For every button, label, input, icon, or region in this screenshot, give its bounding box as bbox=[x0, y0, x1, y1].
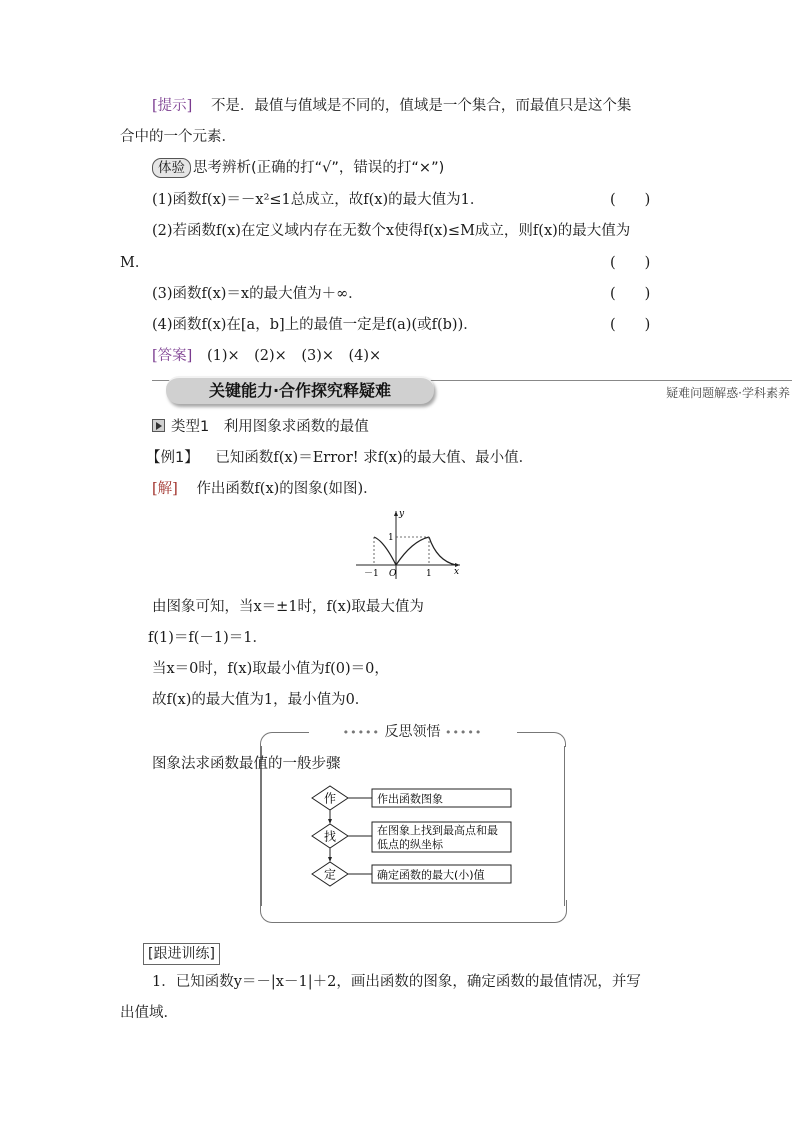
function-graph bbox=[352, 505, 464, 583]
follow-up-tag: [跟进训练] bbox=[143, 943, 220, 965]
section-banner: 关键能力·合作探究释疑难 bbox=[166, 376, 434, 404]
title-dots-right: ••••• bbox=[444, 726, 483, 739]
box-border-top-left bbox=[260, 732, 309, 747]
exercise-title-row bbox=[152, 158, 444, 178]
play-triangle-icon bbox=[152, 419, 165, 432]
exercise-item-3: (3)函数f(x)＝x的最大值为＋∞． bbox=[152, 286, 363, 302]
example-text: 已知函数f(x)＝Error! 求f(x)的最大值、最小值． bbox=[215, 450, 534, 466]
step-text-2b: 低点的纵坐标 bbox=[377, 838, 443, 851]
section-right-text: 疑难问题解惑·学科素养 bbox=[666, 386, 790, 400]
step-key-3: 定 bbox=[323, 867, 337, 882]
exercise-title: 思考辨析(正确的打“√”，错误的打“×”) bbox=[193, 160, 445, 176]
solution-line-3: 当x＝0时，f(x)取最小值为f(0)＝0， bbox=[152, 661, 389, 677]
y-axis-arrow bbox=[394, 511, 398, 516]
curve-middle bbox=[396, 537, 429, 565]
flow-arrowhead-2 bbox=[328, 857, 332, 862]
exercise-badge: 体验 bbox=[152, 158, 191, 178]
type1-row bbox=[152, 417, 369, 437]
solution-line-4: 故f(x)的最大值为1，最小值为0． bbox=[152, 692, 370, 708]
graph-tick-1x: 1 bbox=[426, 569, 432, 579]
answer-paren-4: ( ) bbox=[610, 317, 651, 333]
step-text-2a: 在图象上找到最高点和最 bbox=[377, 824, 498, 837]
step-key-2: 找 bbox=[323, 829, 337, 844]
step-text-1: 作出函数图象 bbox=[377, 792, 443, 806]
answer-paren-1: ( ) bbox=[610, 192, 651, 208]
box-border-right bbox=[564, 746, 566, 906]
answer-tag: [答案] bbox=[152, 348, 193, 364]
exercise-item-4: (4)函数f(x)在[a，b]上的最值一定是f(a)(或f(b))． bbox=[152, 317, 478, 333]
reflection-title-row bbox=[308, 722, 517, 743]
solution-row bbox=[152, 479, 378, 499]
graph-x-label: x bbox=[454, 567, 460, 577]
follow-q1-line-2: 出值域． bbox=[120, 1005, 178, 1021]
graph-origin: O bbox=[389, 569, 397, 579]
reflection-title: 反思领悟 bbox=[384, 724, 441, 740]
hint-text-2: 合中的一个元素． bbox=[120, 129, 236, 145]
steps-flowchart bbox=[308, 784, 516, 894]
solution-tag: [解] bbox=[152, 481, 178, 497]
graph-tick-1y: 1 bbox=[388, 533, 394, 543]
curve-right bbox=[429, 537, 456, 565]
solution-first: 作出函数f(x)的图象(如图)． bbox=[196, 481, 378, 497]
answer-row bbox=[152, 346, 381, 366]
answer-text: (1)× (2)× (3)× (4)× bbox=[206, 348, 382, 364]
hint-tag: [提示] bbox=[152, 98, 193, 114]
follow-q1-line-1: 1．已知函数y＝－|x－1|＋2，画出函数的图象，确定函数的最值情况，并写 bbox=[152, 974, 641, 990]
exercise-item-1: (1)函数f(x)＝－x²≤1总成立，故f(x)的最大值为1． bbox=[152, 192, 485, 208]
flow-arrowhead-1 bbox=[328, 819, 332, 824]
step-text-3: 确定函数的最大(小)值 bbox=[377, 868, 485, 882]
title-dots-left: ••••• bbox=[342, 726, 381, 739]
hint-line-1 bbox=[152, 96, 631, 116]
exercise-item-2: (2)若函数f(x)在定义域内存在无数个x使得f(x)≤M成立，则f(x)的最大值为 bbox=[152, 223, 631, 239]
solution-line-2: f(1)＝f(－1)＝1． bbox=[148, 630, 268, 646]
hint-text-1: 不是．最值与值域是不同的，值域是一个集合，而最值只是这个集 bbox=[210, 98, 632, 114]
answer-paren-3: ( ) bbox=[610, 286, 651, 302]
box-border-bottom bbox=[260, 900, 567, 923]
answer-paren-2: ( ) bbox=[610, 255, 651, 271]
example-row bbox=[146, 448, 533, 468]
box-border-top-right bbox=[517, 732, 566, 747]
type1-label: 类型1 利用图象求函数的最值 bbox=[171, 419, 369, 435]
graph-y-label: y bbox=[399, 509, 405, 519]
exercise-item-2-cont: M． bbox=[120, 255, 150, 271]
solution-line-1: 由图象可知，当x＝±1时，f(x)取最大值为 bbox=[152, 599, 424, 615]
general-steps-title: 图象法求函数最值的一般步骤 bbox=[152, 756, 341, 772]
step-key-1: 作 bbox=[323, 791, 337, 806]
graph-tick-neg1: －1 bbox=[364, 569, 379, 579]
example-tag: 【例1】 bbox=[146, 450, 199, 466]
